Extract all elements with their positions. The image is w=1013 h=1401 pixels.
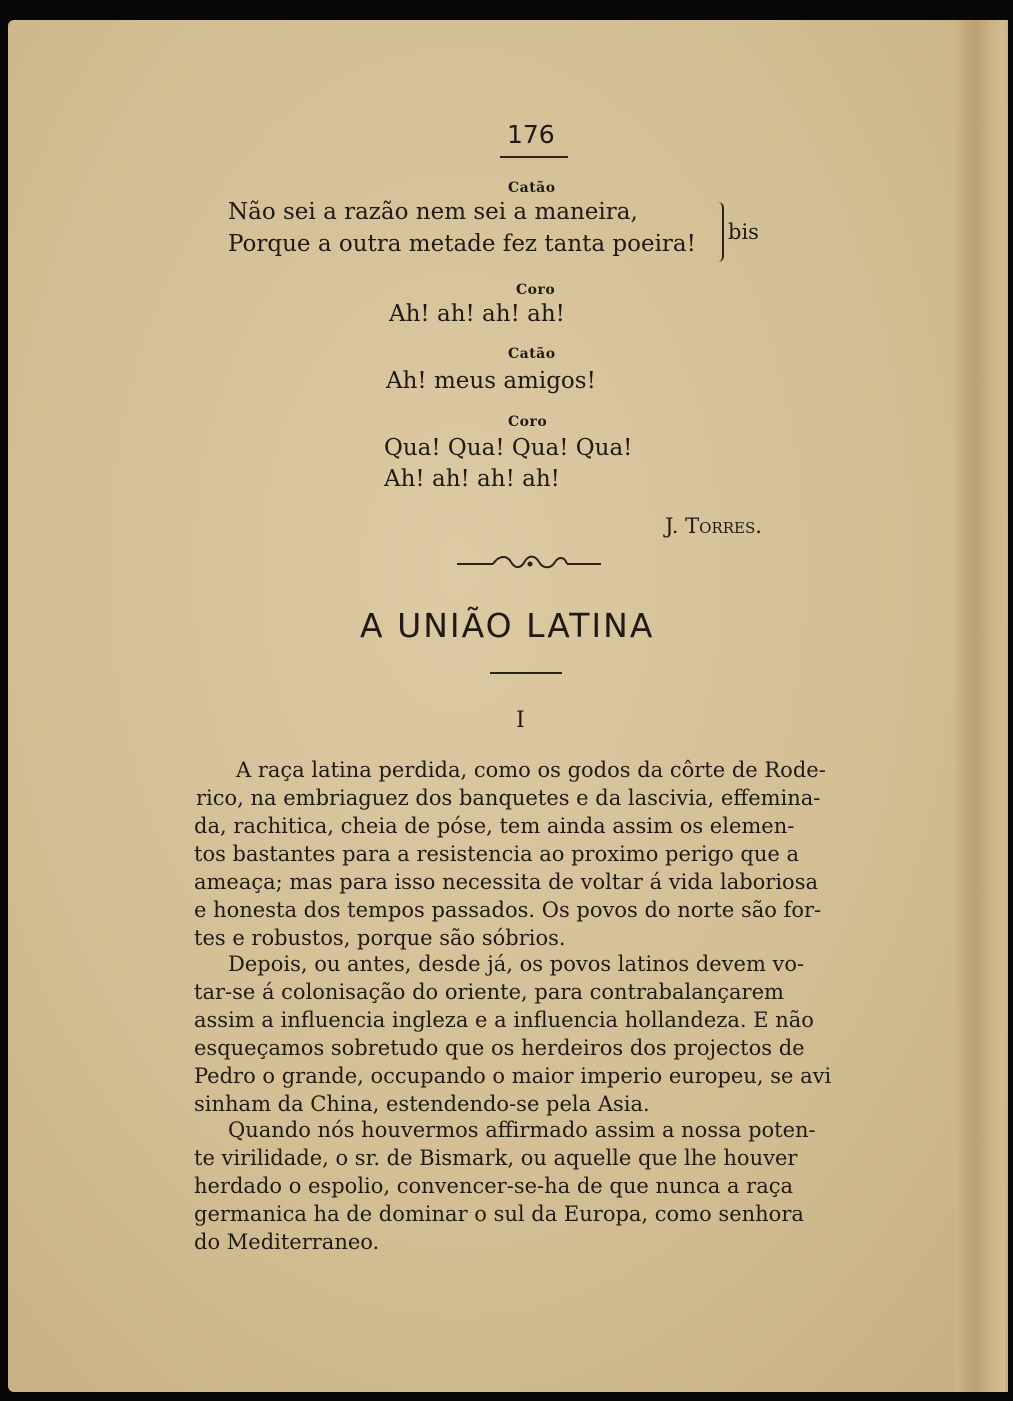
body-line: e honesta dos tempos passados. Os povos do norte são for- — [194, 898, 822, 922]
body-line: Quando nós houvermos affirmado assim a nossa poten- — [228, 1118, 816, 1142]
speaker-catao-1: Catão — [508, 180, 556, 196]
speaker-coro-1: Coro — [516, 282, 556, 298]
body-line: herdado o espolio, convencer-se-ha de que nunca a raça — [194, 1174, 794, 1198]
body-line: tos bastantes para a resistencia ao proximo perigo que a — [194, 842, 800, 866]
bis-brace-top — [714, 202, 724, 232]
page-number-rule — [500, 156, 568, 158]
body-line: Depois, ou antes, desde já, os povos latinos devem vo- — [228, 952, 805, 976]
speaker-catao-2: Catão — [508, 346, 556, 362]
verse-line-5: Qua! Qua! Qua! Qua! — [384, 435, 633, 461]
ornament-divider — [455, 553, 605, 575]
verse-line-1: Não sei a razão nem sei a maneira, — [228, 199, 638, 225]
title-rule — [490, 672, 562, 674]
body-line: tar-se á colonisação do oriente, para contrabalançarem — [194, 980, 784, 1004]
body-line: Pedro o grande, occupando o maior imperio europeu, se avi — [194, 1064, 832, 1088]
bis-brace-bottom — [714, 232, 724, 262]
body-line: germanica ha de dominar o sul da Europa, como senhora — [194, 1202, 804, 1226]
verse-line-3: Ah! ah! ah! ah! — [389, 301, 565, 327]
body-line: rico, na embriaguez dos banquetes e da lascivia, effemina- — [196, 786, 821, 810]
speaker-coro-2: Coro — [508, 414, 548, 430]
page-number: 176 — [507, 120, 555, 149]
body-line: tes e robustos, porque são sóbrios. — [194, 926, 566, 950]
article-title: A UNIÃO LATINA — [360, 606, 655, 645]
verse-line-2: Porque a outra metade fez tanta poeira! — [228, 231, 696, 257]
body-line: ameaça; mas para isso necessita de voltar á vida laboriosa — [194, 870, 819, 894]
body-line: esqueçamos sobretudo que os herdeiros dos projectos de — [194, 1036, 805, 1060]
body-line: sinham da China, estendendo-se pela Asia. — [194, 1092, 650, 1116]
verse-line-6: Ah! ah! ah! ah! — [384, 466, 560, 492]
section-number: I — [516, 708, 525, 733]
body-line: da, rachitica, cheia de póse, tem ainda assim os elemen- — [194, 814, 795, 838]
book-spine — [955, 20, 1005, 1392]
verse-line-4: Ah! meus amigos! — [386, 368, 596, 394]
bis-label: bis — [728, 220, 759, 244]
author-signature: J. Torres. — [665, 514, 762, 538]
body-line: assim a influencia ingleza e a influencia hollandeza. E não — [194, 1008, 814, 1032]
body-line: te virilidade, o sr. de Bismark, ou aquelle que lhe houver — [194, 1146, 798, 1170]
body-line: A raça latina perdida, como os godos da côrte de Rode- — [236, 758, 826, 782]
body-line: do Mediterraneo. — [194, 1230, 380, 1254]
